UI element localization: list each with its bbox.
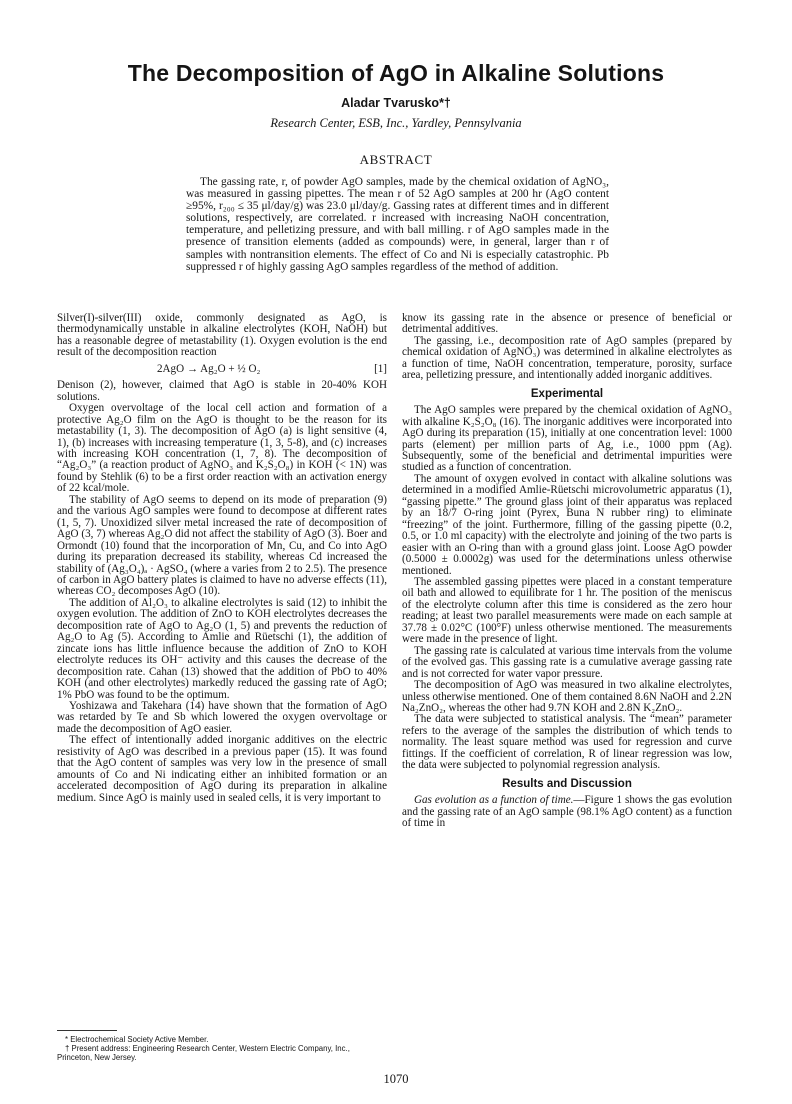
article-title: The Decomposition of AgO in Alkaline Solutions — [127, 60, 665, 86]
paragraph: The gassing, i.e., decomposition rate of AgO samples (prepared by chemical oxidation of AgNO₃) was determined in alkaline electrolytes as a function of time, NaOH concentration, temperature, porosity, surface area, pelletizing pressure, and intentionally added inorganic additives. — [402, 334, 732, 382]
run-in-heading: Gas evolution as a function of time. — [414, 794, 574, 807]
paragraph: Yoshizawa and Takehara (14) have shown that the formation of AgO was retarded by Te and Sb which lowered the oxygen overvoltage or made the decomposition of AgO easier. — [57, 699, 387, 735]
paragraph: The effect of intentionally added inorganic additives on the electric resistivity of AgO was described in a previous paper (15). It was found that the AgO content of samples was very low in the presence of small amounts of Co and Ni indicating either an inhibited formation or an accelerated decomposition of AgO during its preparation in alkaline medium. Since AgO is mainly used in sealed cells, it is very important to — [57, 734, 387, 804]
paragraph: The stability of AgO seems to depend on its mode of preparation (9) and the various AgO samples were found to decompose at different rates (1, 5, 7). Unoxidized silver metal increased the rate of decomposition of AgO (3, 7) whereas Ag₂O did not affect the stability of AgO (3). Boer and Ormondt (10) found that the incorporation of Mn, Cu, and Co into AgO during its preparation decreased its stability, whereas Cd increased the stability of (Ag₃O₄)ₐ · AgSO₄ (where a varies from 2 to 2.5). The presence of carbon in AgO battery plates is claimed to have no adverse effects (11), whereas CO₂ decomposes AgO (10). — [57, 493, 387, 598]
footnote-rule — [57, 1030, 117, 1031]
left-column — [57, 313, 387, 804]
paragraph: know its gassing rate in the absence or presence of beneficial or detrimental additives. — [402, 312, 732, 336]
paragraph: The addition of Al₂O₃ to alkaline electrolytes is said (12) to inhibit the oxygen evolution. The addition of ZnO to KOH electrolytes decreases the decomposition rate of AgO to Ag₂O (1, 5) and prevents the reduction of Ag₂O to Ag (5). According to Amlie and Rüetschi (1), the addition of zincate ions has little influence because the addition of ZnO to KOH electrolyte reduces its OH⁻ activity and this causes the decrease of the decomposition rate. Cahan (13) showed that the addition of PbO to 40% KOH (and other electrolytes) markedly reduced the gassing rate of AgO; 1% PbO was found to be the optimum. — [57, 596, 387, 701]
equation-number: [1] — [374, 362, 387, 375]
author-affiliation: Research Center, ESB, Inc., Yardley, Pennsylvania — [270, 116, 522, 130]
equation-text: 2AgO → Ag₂O + ½ O₂ — [157, 362, 261, 375]
paragraph: Oxygen overvoltage of the local cell action and formation of a protective Ag₂O film on the AgO is thought to be the reason for its metastability (1, 3). The decomposition of AgO (a) is light sensitive (4, 1), (b) increases with increasing temperature (1, 3, 5-8), and (c) increases with increasing KOH concentration (1, 7, 8). The decomposition of “Ag₂O₃” (a reaction product of AgNO₃ and K₂S₂O₈) in KOH (< 1N) was found by Stehlik (6) to be a first order reaction with an activation energy of 22 kcal/mole. — [57, 402, 387, 495]
equation-1 — [57, 364, 387, 375]
abstract-text: The gassing rate, r, of powder AgO samples, made by the chemical oxidation of AgNO₃, was measured in gassing pipettes. The mean r of 52 AgO samples at 200 hr (AgO content ≥95%, r₂₀₀ ≤ 35 μl/day/g) was 23.0 μl/day/g. Gassing rates at different times and in different solutions, respectively, are correlated. r increased with increasing NaOH concentration, temperature, and pelletizing pressure, and with ball milling. r of AgO samples made in the presence of transition elements (added as compounds) were, in general, larger than r of samples with nontransition elements. The effect of Co and Ni is especially catastrophic. Pb suppressed r of highly gassing AgO samples regardless of the method of addition. — [186, 176, 609, 273]
paragraph: Silver(I)-silver(III) oxide, commonly designated as AgO, is thermodynamically unstable in alkaline electrolytes (KOH, NaOH) but has a reasonable degree of metastability (1). Oxygen evolution is the end result of the decomposition reaction — [57, 312, 387, 359]
paragraph: The assembled gassing pipettes were placed in a constant temperature oil bath and allowed to equilibrate for 1 hr. The position of the meniscus of the electrolyte column after this time is considered as the zero hour reading; at least two parallel measurements were made on each sample at 37.78 ± 0.02°C (100°F) unless otherwise mentioned. The measurements were made in the presence of light. — [402, 575, 732, 646]
footnote: † Present address: Engineering Research Center, Western Electric Company, Inc., Princeton, New Jersey. — [57, 1044, 350, 1062]
paragraph: The AgO samples were prepared by the chemical oxidation of AgNO₃ with alkaline K₂S₂O₈ (16). The inorganic additives were incorporated into AgO during its preparation (15), initially at one concentration level: 1000 parts (element) per million parts of Ag, i.e., 1000 ppm (Ag). Subsequently, some of the beneficial and detrimental impurities were studied as a function of concentration. — [402, 404, 732, 474]
right-column — [402, 313, 732, 829]
paragraph: The gassing rate is calculated at various time intervals from the volume of the evolved gas. This gassing rate is a cumulative average gassing rate and is not corrected for water vapor pressure. — [402, 644, 732, 680]
paragraph: Denison (2), however, claimed that AgO is stable in 20-40% KOH solutions. — [57, 379, 387, 403]
footnote: * Electrochemical Society Active Member. — [65, 1035, 209, 1044]
paragraph: The decomposition of AgO was measured in two alkaline electrolytes, unless otherwise mentioned. One of them contained 8.6N NaOH and 2.2N Na₂ZnO₂, whereas the other had 9.7N KOH and 2.8N K₂ZnO₂. — [402, 679, 732, 714]
section-heading-results: Results and Discussion — [502, 777, 632, 790]
footnotes — [57, 1030, 387, 1062]
paragraph: The data were subjected to statistical analysis. The “mean” parameter refers to the average of the samples the distribution of which tends to normality. The least square method was used for regression and curve fittings. If the coefficient of correlation, R of linear regression was low, the data were subjected to polynomial regression analysis. — [402, 713, 732, 772]
paragraph: The amount of oxygen evolved in contact with alkaline solutions was determined in a modified Amlie-Rüetschi microvolumetric apparatus (1), “gassing pipette.” The ground glass joint of their apparatus was replaced by an 18/7 O-ring joint (Pyrex, Buna N rubber ring) to eliminate “freezing” of the joint. Furthermore, filling of the gassing pipette (0.2, 0.5, or 1.0 ml capacity) with the electrolyte and joining of the two parts is easier with an O-ring than with a ground glass joint. Loose AgO powder (0.5000 ± 0.0002g) was used for the determinations unless otherwise mentioned. — [402, 472, 732, 577]
abstract-heading: ABSTRACT — [359, 152, 433, 167]
paragraph-text: —Figure 1 shows the gas evolution and the gassing rate of an AgO sample (98.1% AgO content) as a function of time in — [402, 794, 732, 830]
page-number: 1070 — [383, 1072, 409, 1086]
author-name: Aladar Tvarusko*† — [341, 96, 451, 110]
paragraph — [402, 795, 732, 829]
section-heading-experimental: Experimental — [530, 387, 604, 400]
